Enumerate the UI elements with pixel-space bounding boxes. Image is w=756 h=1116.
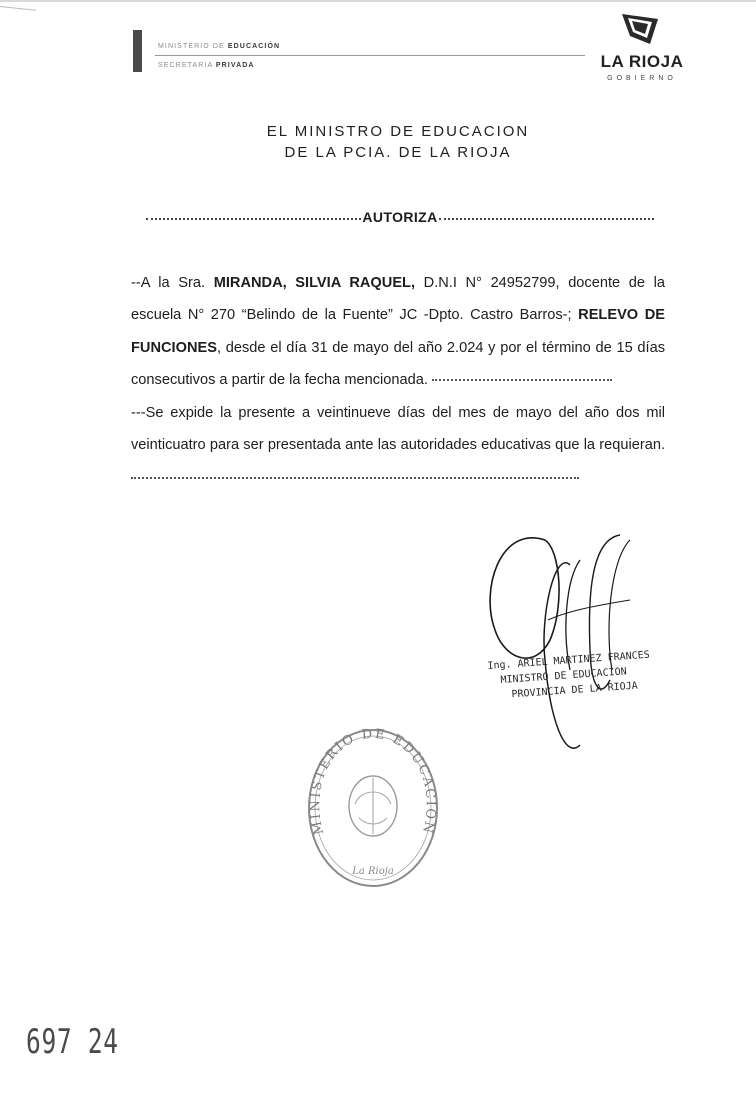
- dash-leader-right: [439, 218, 654, 220]
- signatory-province: PROVINCIA DE LA RIOJA: [511, 680, 639, 701]
- letterhead-bar: [133, 30, 142, 72]
- dash-filler: [131, 477, 579, 479]
- emblem-icon: [620, 12, 662, 46]
- teacher-name: MIRANDA, SILVIA RAQUEL,: [213, 275, 416, 291]
- title-line-1: EL MINISTRO DE EDUCACION: [266, 123, 530, 140]
- signatory-position: MINISTRO DE EDUCACION: [500, 666, 628, 687]
- letterhead-ministry: MINISTERIO DE EDUCACIÓN: [158, 43, 281, 50]
- seal-city: La Rioja: [352, 866, 394, 877]
- paragraph-issuance: ---Se expide la presente a veintinueve días del mes de mayo del año dos mil veinticuatro para ser presentada ante las autoridades educativas que la requieran.: [131, 397, 665, 494]
- document-body: [131, 267, 665, 494]
- autoriza-label: AUTORIZA: [362, 209, 438, 225]
- page-top-edge: [0, 0, 756, 2]
- dash-leader-left: [146, 218, 361, 220]
- autoriza-heading: [146, 208, 654, 226]
- logo-name: LA RIOJA: [600, 52, 684, 71]
- title-line-2: DE LA PCIA. DE LA RIOJA: [284, 144, 512, 161]
- signatory-name: Ing. ARIEL MARTINEZ FRANCES: [487, 649, 651, 672]
- paragraph-authorization: --A la Sra. MIRANDA, SILVIA RAQUEL, D.N.I N° 24952799, docente de la escuela N° 270 “Belindo de la Fuente” JC -Dpto. Castro Barros-; RELEVO DE FUNCIONES, desde el día 31 de mayo del año 2.024 y por el término de 15 días consecutivos a partir de la fecha mencionada.: [131, 275, 666, 389]
- document-title: [0, 121, 756, 163]
- letterhead-office: SECRETARIA PRIVADA: [158, 62, 255, 69]
- handwritten-signature: [470, 520, 640, 760]
- letterhead-rule: [155, 55, 585, 56]
- la-rioja-logo: [592, 12, 692, 82]
- reference-number: 697 24: [26, 1022, 119, 1062]
- dash-filler: [432, 379, 612, 381]
- logo-subtitle: GOBIERNO: [607, 75, 677, 82]
- seal-text: MINISTERIO DE EDUCACION: [308, 726, 438, 837]
- relevo-de-funciones: RELEVO DE FUNCIONES: [131, 307, 666, 356]
- ministry-seal: [303, 726, 443, 891]
